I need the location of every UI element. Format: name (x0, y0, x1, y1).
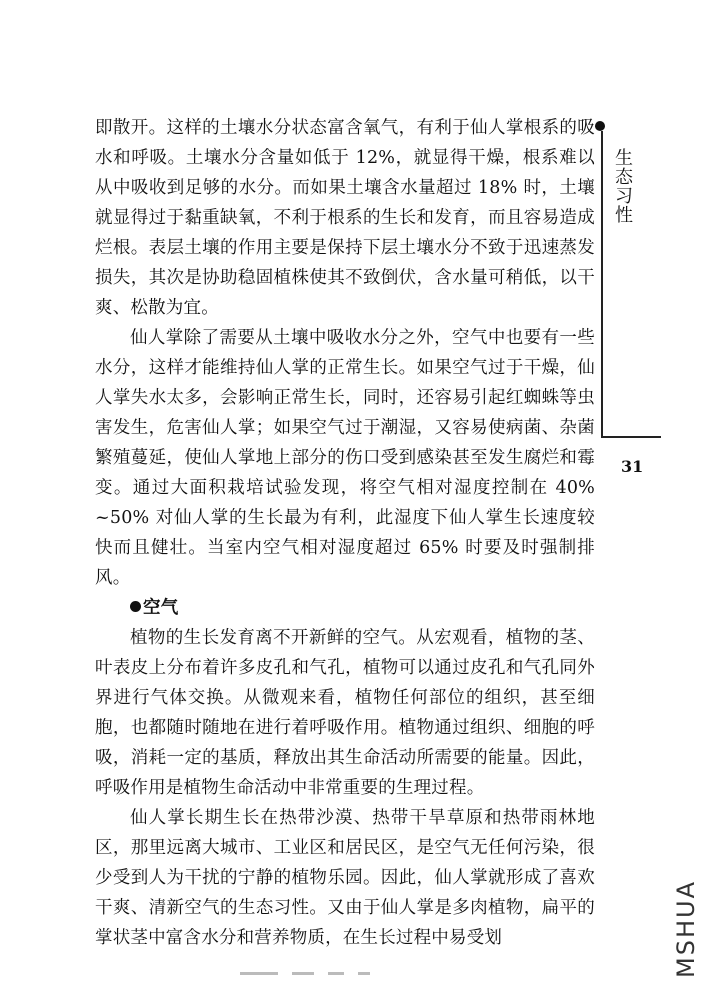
side-header-vertical-rule (601, 131, 603, 436)
chapter-side-title: 生态习性 (612, 148, 633, 224)
section-heading-label: 空气 (143, 598, 179, 618)
side-header-dot-icon (595, 121, 605, 131)
footer-scan-marks (240, 972, 370, 975)
bullet-icon (130, 601, 141, 612)
paragraph-3: 植物的生长发育离不开新鲜的空气。从宏观看，植物的茎、叶表皮上分布着许多皮孔和气孔，植物可以通过皮孔和气孔同外界进行气体交换。从微观来看，植物任何部位的组织，甚至细胞，也都随时随地在进行着呼吸作用。植物通过组织、细胞的呼吸，消耗一定的基质，释放出其生命活动所需要的能量。因此，呼吸作用是植物生命活动中非常重要的生理过程。 (95, 628, 595, 798)
scan-mark (240, 972, 278, 975)
side-header-horizontal-rule (601, 436, 661, 438)
body-text (95, 113, 595, 953)
watermark: MSHUA (672, 880, 700, 978)
paragraph-1: 即散开。这样的土壤水分状态富含氧气，有利于仙人掌根系的吸水和呼吸。土壤水分含量如低于 12%，就显得干燥，根系难以从中吸收到足够的水分。而如果土壤含水量超过 18% 时，土壤就显得过于黏重缺氧，不利于根系的生长和发育，而且容易造成烂根。表层土壤的作用主要是保持下层土壤水分不致于迅速蒸发损失，其次是协助稳固植株使其不致倒伏，含水量可稍低，以干爽、松散为宜。 (95, 118, 595, 318)
paragraph-4: 仙人掌长期生长在热带沙漠、热带干旱草原和热带雨林地区，那里远离大城市、工业区和居民区，是空气无任何污染，很少受到人为干扰的宁静的植物乐园。因此，仙人掌就形成了喜欢干爽、清新空气的生态习性。又由于仙人掌是多肉植物，扁平的掌状茎中富含水分和营养物质，在生长过程中易受划 (95, 808, 595, 948)
paragraph-2: 仙人掌除了需要从土壤中吸收水分之外，空气中也要有一些水分，这样才能维持仙人掌的正常生长。如果空气过于干燥，仙人掌失水太多，会影响正常生长，同时，还容易引起红蜘蛛等虫害发生，危害仙人掌；如果空气过于潮湿，又容易使病菌、杂菌繁殖蔓延，使仙人掌地上部分的伤口受到感染甚至发生腐烂和霉变。通过大面积栽培试验发现，将空气相对湿度控制在 40% ~50% 对仙人掌的生长最为有利，此湿度下仙人掌生长速度较快而且健壮。当室内空气相对湿度超过 65% 时要及时强制排风。 (95, 328, 595, 588)
scan-mark (358, 972, 370, 975)
scan-mark (292, 972, 314, 975)
page-number: 31 (621, 457, 644, 476)
scan-mark (328, 972, 344, 975)
section-heading (130, 593, 595, 623)
